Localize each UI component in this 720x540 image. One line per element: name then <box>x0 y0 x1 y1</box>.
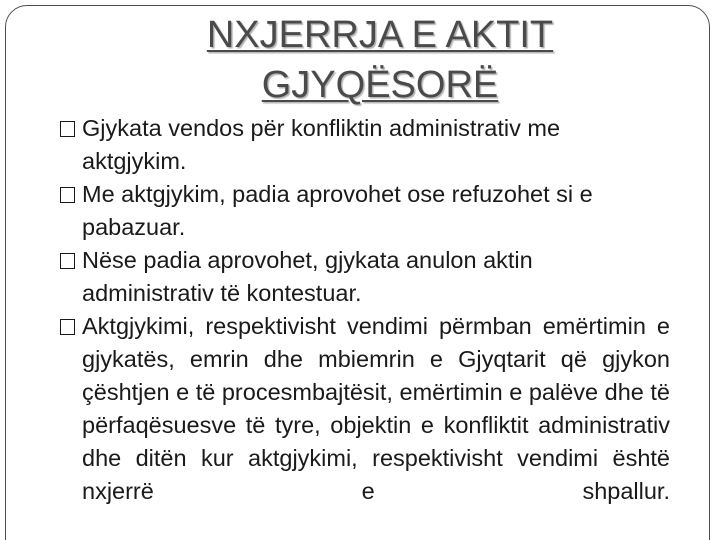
list-item <box>82 310 670 508</box>
square-bullet-icon <box>60 121 75 137</box>
list-item <box>82 244 670 310</box>
square-bullet-icon <box>60 187 75 203</box>
title-line-2: GJYQËSORË <box>261 64 499 106</box>
square-bullet-icon <box>60 319 75 335</box>
slide-title <box>0 10 720 110</box>
bullet-text: Me aktgjykim, padia aprovohet ose refuzohet si e pabazuar. <box>82 181 593 240</box>
list-item <box>82 178 670 244</box>
bullet-text: Gjykata vendos për konfliktin administrativ me aktgjykim. <box>82 115 561 174</box>
title-line-1: NXJERRJA E AKTIT <box>206 14 554 56</box>
bullet-text: Aktgjykimi, respektivisht vendimi përmban emërtimin e gjykatës, emrin dhe mbiemrin e Gjyqtarit që gjykon çështjen e të procesmbajtësit, emërtimin e palëve dhe të përfaqësuesve të tyre, objektin e konfliktit administrativ dhe ditën kur aktgjykimi, respektivisht vendimi është nxjerrë e shpallur. <box>82 313 670 504</box>
list-item <box>82 112 670 178</box>
square-bullet-icon <box>60 253 75 269</box>
bullet-text: Nëse padia aprovohet, gjykata anulon aktin administrativ të kontestuar. <box>82 247 533 306</box>
bullet-list <box>82 112 670 508</box>
